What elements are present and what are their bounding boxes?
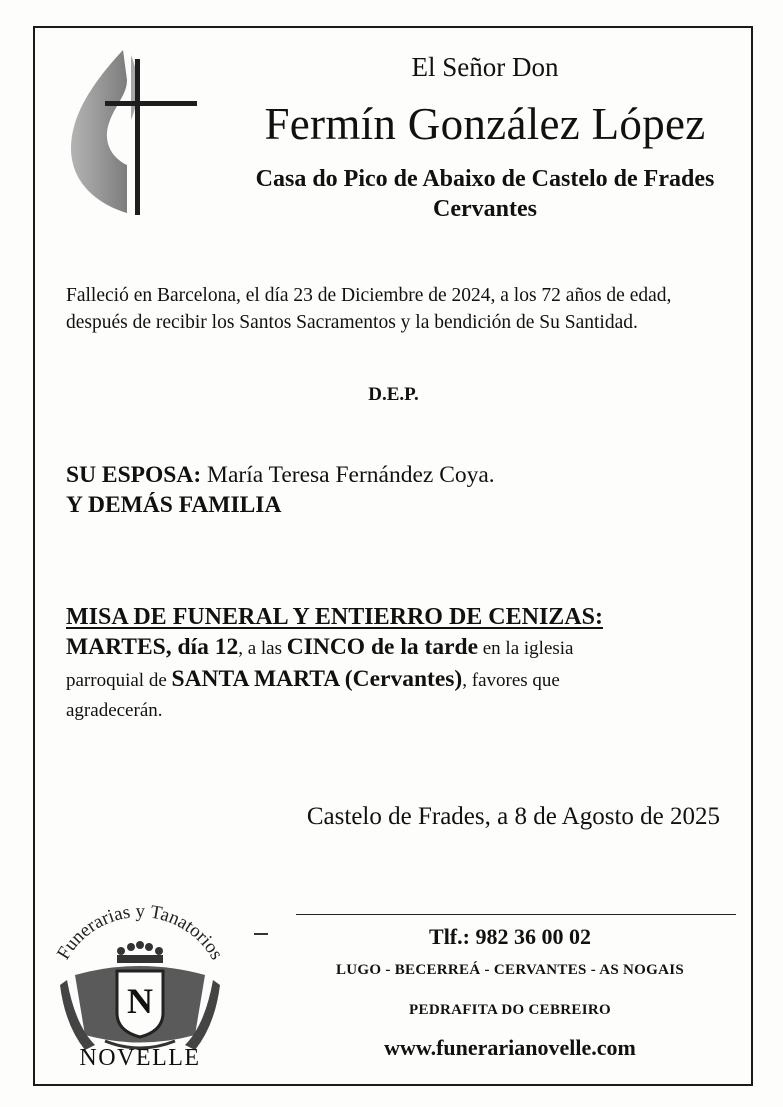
crown-icon [117,941,163,963]
funeral-mass-section [66,602,726,726]
spouse-name: María Teresa Fernández Coya. [201,462,495,488]
logo-brand: NOVELLE [79,1045,201,1071]
mass-line-3: agradecerán. [66,700,163,721]
mass-a-las: , a las [238,638,287,659]
mass-line-2 [66,664,726,696]
spouse-label: SU ESPOSA: [66,462,202,488]
other-family-label: Y DEMÁS FAMILIA [66,492,282,518]
novelle-crest-icon [45,905,235,1080]
family-section [66,460,716,520]
place-and-date: Castelo de Frades, a 8 de Agosto de 2025 [306,803,720,830]
title-honorific: El Señor Don [411,52,559,82]
mass-day: MARTES, día 12 [66,634,239,660]
locations-line-1: LUGO - BECERREÁ - CERVANTES - AS NOGAIS [335,962,685,978]
mass-church-pre: en la iglesia [478,638,574,659]
mass-church: SANTA MARTA (Cervantes) [171,666,463,692]
locations-line-2: PEDRAFITA DO CEBREIRO [409,1002,611,1018]
footer-divider [296,914,736,915]
dep-abbreviation: D.E.P. [368,384,419,405]
house-line-2: Cervantes [433,196,537,222]
deceased-name: Fermín González López [264,99,706,149]
mass-favores: , favores que [462,670,560,691]
footer-dash [254,933,268,935]
mass-title: MISA DE FUNERAL Y ENTIERRO DE CENIZAS: [66,604,603,630]
house-line-1: Casa do Pico de Abaixo de Castelo de Frades [255,166,715,192]
website-url: www.funerarianovelle.com [384,1035,636,1060]
logo-arc-textpath: Funerarias y Tanatorios [53,905,228,964]
logo-arc-text [53,905,227,963]
spouse-line [66,460,716,490]
other-family [66,490,716,520]
mass-parroquial: parroquial de [66,670,172,691]
mass-line-1 [66,632,726,664]
house-address [215,164,755,224]
phone-number: Tlf.: 982 36 00 02 [429,924,591,949]
death-notice-text: Falleció en Barcelona, el día 23 de Diciembre de 2024, a los 72 años de edad, después de recibir los Santos Sacramentos y la bendición de Su Santidad. [66,285,672,333]
logo-initial: N [127,981,153,1021]
mass-time: CINCO de la tarde [286,634,478,660]
cross-flame-icon [65,45,205,225]
